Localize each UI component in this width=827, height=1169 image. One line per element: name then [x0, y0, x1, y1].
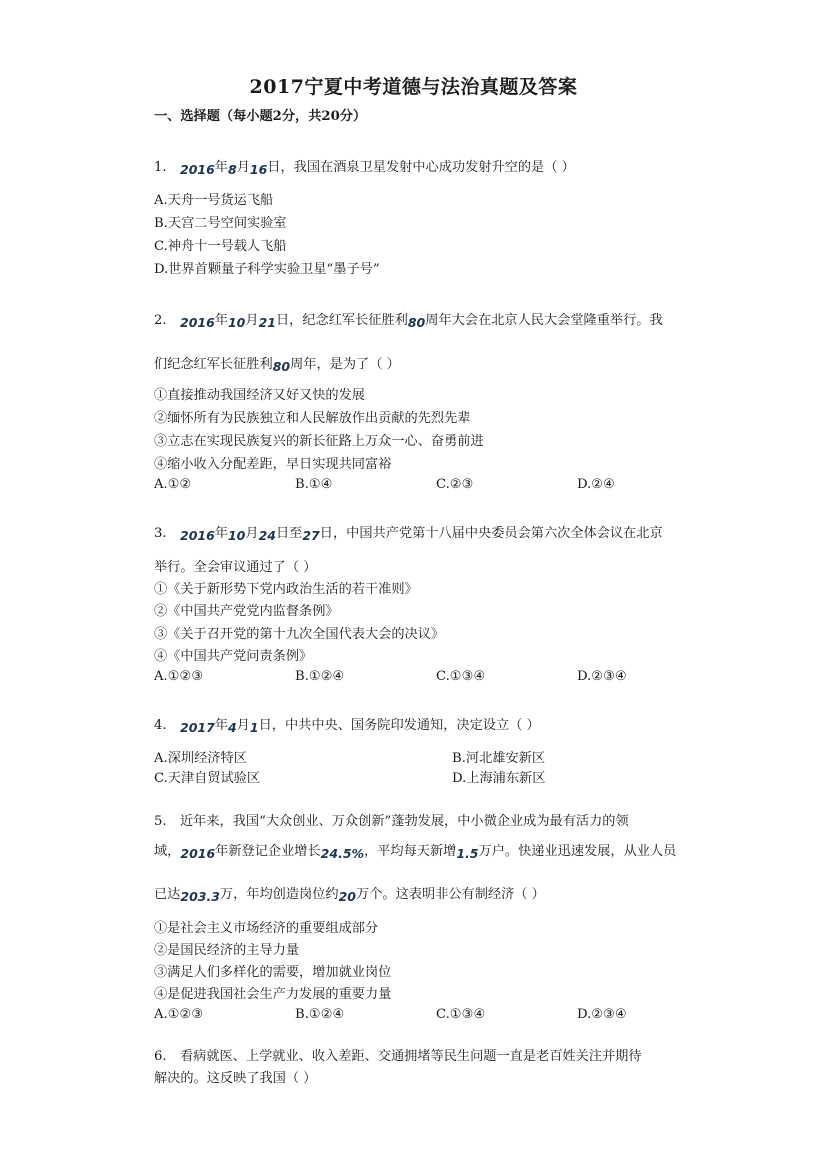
- text: 月: [236, 160, 250, 175]
- text: 日，纪念红军长征胜利: [275, 313, 408, 328]
- option-d: D.②④: [577, 477, 615, 492]
- percent: 24.5%: [320, 846, 365, 861]
- option-d: D.②③④: [577, 669, 627, 684]
- question-number: 6.: [154, 1049, 167, 1064]
- question-number: 1.: [154, 160, 167, 175]
- section-heading: 一、选择题（每小题2分，共20分）: [154, 109, 367, 124]
- option-a: A.①②: [154, 477, 192, 492]
- day: 21: [258, 315, 276, 330]
- question-5-line-2: [154, 842, 676, 861]
- text: 们纪念红军长征胜利: [154, 357, 273, 372]
- option-c: C.②③: [436, 477, 474, 492]
- text: 年: [214, 526, 228, 541]
- question-2-line-2: [154, 355, 400, 374]
- text: 月: [236, 718, 250, 733]
- text: 月: [245, 526, 259, 541]
- question-3: [154, 524, 663, 543]
- option-c: C.神舟十一号载人飞船: [154, 239, 287, 254]
- option-b: B.①②④: [295, 669, 345, 684]
- statement-3: ③立志在实现民族复兴的新长征路上万众一心、奋勇前进: [154, 434, 484, 449]
- number: 80: [407, 315, 426, 330]
- text: 万，年均创造岗位约: [219, 887, 339, 902]
- month: 10: [227, 315, 246, 330]
- option-b: B.天宫二号空间实验室: [154, 216, 287, 231]
- option-c: C.天津自贸试验区: [154, 771, 261, 786]
- statement-3: ③《关于召开党的第十九次全国代表大会的决议》: [154, 627, 445, 642]
- statement-2: ②是国民经济的主导力量: [154, 943, 300, 958]
- option-c: C.①③④: [436, 669, 486, 684]
- option-b: B.河北雄安新区: [452, 751, 546, 766]
- question-6-line-2: 解决的。这反映了我国（ ）: [154, 1071, 317, 1086]
- statement-1: ①直接推动我国经济又好又快的发展: [154, 388, 365, 403]
- text: 周年大会在北京人民大会堂隆重举行。我: [425, 313, 663, 328]
- question-number: 4.: [154, 718, 167, 733]
- text: 年: [214, 160, 228, 175]
- text: ，平均每天新增: [364, 844, 457, 859]
- option-a: A.深圳经济特区: [154, 751, 247, 766]
- text: 万户。快递业迅速发展，从业人员: [478, 844, 677, 859]
- text: 日，中国共产党第十八届中央委员会第六次全体会议在北京: [319, 526, 663, 541]
- day: 27: [302, 528, 320, 543]
- text: 日，我国在酒泉卫星发射中心成功发射升空的是（ ）: [267, 160, 575, 175]
- text: 日至: [275, 526, 303, 541]
- year: 2016: [180, 846, 216, 861]
- number: 203.3: [180, 889, 220, 904]
- statement-1: ①《关于新形势下党内政治生活的若干准则》: [154, 582, 418, 597]
- option-d: D.上海浦东新区: [452, 771, 546, 786]
- text: 年: [214, 313, 228, 328]
- question-3-line-2: 举行。全会审议通过了（ ）: [154, 560, 317, 575]
- number: 1.5: [456, 846, 479, 861]
- number: 80: [272, 359, 291, 374]
- statement-2: ②缅怀所有为民族独立和人民解放作出贡献的先烈先辈: [154, 411, 471, 426]
- statement-1: ①是社会主义市场经济的重要组成部分: [154, 921, 379, 936]
- option-b: B.①②④: [295, 1007, 345, 1022]
- month: 4: [227, 720, 237, 735]
- question-2: [154, 311, 663, 330]
- statement-4: ④是促进我国社会生产力发展的重要力量: [154, 987, 392, 1002]
- text: 年: [214, 718, 228, 733]
- text: 日，中共中央、国务院印发通知，决定设立（ ）: [258, 718, 540, 733]
- year: 2016: [180, 528, 215, 543]
- question-5-line-3: [154, 885, 545, 904]
- text: 月: [245, 313, 259, 328]
- question-number: 5.: [154, 814, 167, 829]
- option-a: A.①②③: [154, 669, 204, 684]
- option-a: A.①②③: [154, 1007, 204, 1022]
- year: 2016: [180, 315, 215, 330]
- text: 万个。这表明非公有制经济（ ）: [356, 887, 545, 902]
- day: 24: [258, 528, 276, 543]
- text: 近年来，我国“大众创业、万众创新”蓬勃发展，中小微企业成为最有活力的领: [180, 814, 629, 829]
- text: 年新登记企业增长: [215, 844, 321, 859]
- question-number: 2.: [154, 313, 167, 328]
- month: 8: [227, 162, 237, 177]
- statement-2: ②《中国共产党党内监督条例》: [154, 604, 339, 619]
- statement-4: ④《中国共产党问责条例》: [154, 649, 313, 664]
- month: 10: [227, 528, 246, 543]
- number: 20: [338, 889, 357, 904]
- text: 看病就医、上学就业、收入差距、交通拥堵等民生问题一直是老百姓关注并期待: [180, 1049, 642, 1064]
- question-5: [154, 813, 629, 831]
- day: 1: [249, 720, 259, 735]
- question-1: [154, 158, 575, 177]
- option-d: D.世界首颗量子科学实验卫星“墨子号”: [154, 262, 380, 277]
- page-title: 2017宁夏中考道德与法治真题及答案: [249, 76, 578, 98]
- option-c: C.①③④: [436, 1007, 486, 1022]
- text: 周年，是为了（ ）: [290, 357, 400, 372]
- question-6: [154, 1048, 642, 1066]
- text: 域，: [154, 844, 181, 859]
- year: 2017: [180, 720, 215, 735]
- statement-4: ④缩小收入分配差距，早日实现共同富裕: [154, 457, 392, 472]
- option-d: D.②③④: [577, 1007, 627, 1022]
- option-b: B.①④: [295, 477, 333, 492]
- question-4: [154, 716, 540, 735]
- option-a: A.天舟一号货运飞船: [154, 193, 274, 208]
- text: 已达: [154, 887, 181, 902]
- question-number: 3.: [154, 526, 167, 541]
- day: 16: [249, 162, 268, 177]
- statement-3: ③满足人们多样化的需要，增加就业岗位: [154, 965, 392, 980]
- year: 2016: [180, 162, 215, 177]
